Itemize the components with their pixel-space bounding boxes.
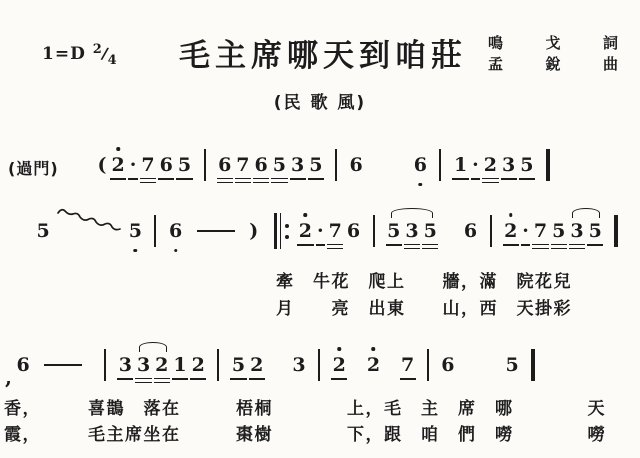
- note: 6: [252, 152, 270, 178]
- octave-dot-low: [174, 249, 178, 253]
- repeat-dot: [285, 235, 289, 239]
- note: 2: [153, 352, 171, 378]
- note: 7: [399, 352, 417, 378]
- barline: [373, 215, 375, 247]
- glissando-wavy-line: [56, 208, 122, 238]
- octave-dot-low: [134, 249, 138, 253]
- key-signature: [42, 42, 118, 68]
- note: ·: [470, 152, 482, 178]
- note: ·: [315, 218, 327, 244]
- octave-dot-high: [372, 347, 376, 351]
- duration-dash: [44, 364, 82, 367]
- note: 7: [531, 218, 549, 244]
- credit-char: 曲: [602, 55, 618, 73]
- barline: [154, 215, 156, 247]
- note: 5: [385, 218, 403, 244]
- note: 6: [16, 354, 30, 376]
- credit-char: 詞: [602, 34, 618, 52]
- lyrics-row1-verse1: 牽 牛花 爬上 牆，滿 院花兒: [276, 272, 572, 292]
- slur-group: [385, 218, 440, 244]
- note: 6: [157, 152, 175, 178]
- note: 3: [500, 152, 518, 178]
- note: 7: [139, 152, 157, 178]
- note: 2: [248, 352, 266, 378]
- note: 2: [330, 352, 348, 378]
- note: ·: [520, 218, 532, 244]
- barline: [335, 149, 337, 181]
- note: 7: [326, 218, 344, 244]
- score-line-3: [5, 342, 545, 388]
- barline: [490, 215, 492, 247]
- paren: ): [249, 220, 259, 242]
- note: 6: [166, 218, 184, 244]
- meter-numerator: 2: [92, 42, 103, 57]
- note: 3: [403, 218, 421, 244]
- octave-dot-high: [509, 213, 513, 217]
- note: 2: [296, 218, 314, 244]
- repeat-dots: [285, 224, 289, 239]
- note: ·: [127, 152, 139, 178]
- lyrics-row2-verse2: 霞， 毛主席坐在 棗樹 下，跟 咱 們 嘮 嘮: [4, 425, 606, 445]
- note: 1: [451, 152, 469, 178]
- note: 3: [116, 352, 134, 378]
- note: 5: [586, 218, 604, 244]
- credit-lyricist: [488, 33, 618, 54]
- note: 6: [411, 152, 429, 178]
- barline: [546, 149, 550, 181]
- note: 5: [126, 218, 144, 244]
- paren: (: [97, 154, 107, 176]
- barline: [104, 349, 106, 381]
- song-title: 毛主席哪天到咱莊: [179, 38, 467, 74]
- credit-char: 銳: [545, 55, 561, 73]
- lyrics-row1-verse2: 月 亮 出東 山，西 天掛彩: [276, 299, 572, 319]
- note: 2: [109, 152, 127, 178]
- repeat-start-sign: [274, 213, 290, 249]
- credit-composer: [488, 54, 618, 75]
- note: 3: [568, 218, 586, 244]
- barline: [427, 349, 429, 381]
- credit-char: 孟: [488, 55, 504, 73]
- note: 6: [346, 220, 361, 242]
- repeat-thin-bar: [280, 213, 282, 249]
- note: 5: [175, 152, 193, 178]
- meter-slash: /: [99, 43, 111, 64]
- barline: [318, 349, 320, 381]
- note: 7: [234, 152, 252, 178]
- barline: [614, 215, 618, 247]
- score-line-1: [95, 142, 560, 188]
- note: 6: [463, 220, 478, 242]
- note: 5: [229, 352, 247, 378]
- note: 5: [270, 152, 288, 178]
- repeat-dot: [285, 224, 289, 228]
- note: 3: [292, 354, 306, 376]
- breath-comma: ,: [5, 365, 12, 389]
- note: 3: [134, 352, 152, 378]
- note: 2: [364, 352, 382, 378]
- octave-dot-high: [304, 213, 308, 217]
- interlude-label: (過門): [8, 159, 59, 178]
- note: 5: [505, 354, 519, 376]
- note: 5: [550, 218, 568, 244]
- lyrics-row2-verse1: 香， 喜鵲 落在 梧桐 上，毛 主 席 哪 天: [4, 399, 606, 419]
- octave-dot-high: [337, 347, 341, 351]
- note: 5: [36, 220, 50, 242]
- note: 2: [481, 152, 499, 178]
- credit-char: 鳴: [488, 34, 504, 52]
- credit-char: 戈: [545, 34, 561, 52]
- note: 5: [518, 152, 536, 178]
- note: 6: [216, 152, 234, 178]
- note: 5: [421, 218, 439, 244]
- barline: [439, 149, 441, 181]
- note: 5: [307, 152, 325, 178]
- note: 2: [502, 218, 520, 244]
- slur-group: [568, 218, 604, 244]
- repeat-thick-bar: [274, 213, 278, 249]
- barline: [204, 149, 206, 181]
- score-line-2: [34, 208, 628, 254]
- note: 2: [189, 352, 207, 378]
- octave-dot-low: [419, 183, 423, 187]
- slur-group: [134, 352, 170, 378]
- style-subtitle: (民 歌 風): [273, 93, 367, 113]
- octave-dot-high: [116, 147, 120, 151]
- duration-dash: [197, 230, 235, 233]
- note: 6: [349, 154, 363, 176]
- glissando-path: [56, 208, 122, 234]
- note: 3: [289, 152, 307, 178]
- note: 6: [441, 354, 455, 376]
- meter-denominator: 4: [107, 53, 118, 68]
- credits-block: [488, 33, 618, 75]
- barline: [531, 349, 535, 381]
- note: 1: [171, 352, 189, 378]
- key-signature-text: 1=D: [42, 44, 86, 64]
- barline: [217, 349, 219, 381]
